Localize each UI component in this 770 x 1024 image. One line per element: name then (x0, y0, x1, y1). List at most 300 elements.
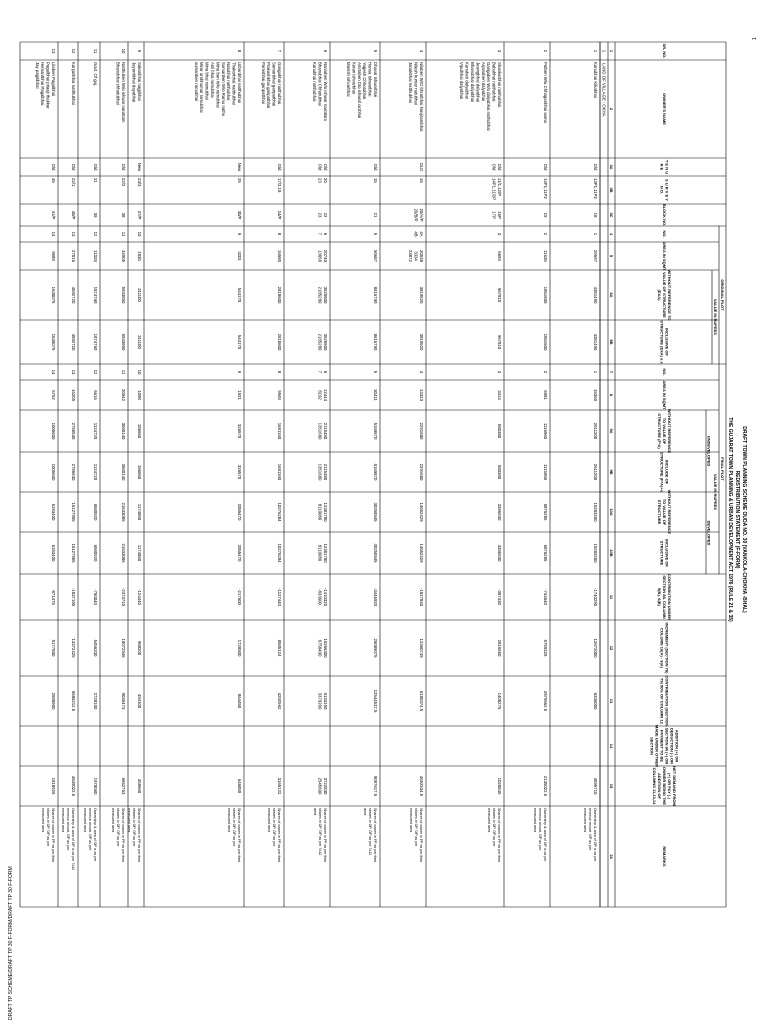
cell-increment: 18072946 (121, 638, 126, 658)
cell-ud_incl: 1691160 (277, 463, 282, 481)
cell-remarks: measured area (111, 808, 115, 833)
cell-tenure: Old (121, 163, 126, 171)
cell-contrib79: 2728100 (93, 692, 98, 710)
cell-op_area: 34905 (121, 250, 126, 262)
cell-contrib: -2373710 (121, 587, 126, 607)
cell-owner: Naniaben W/o ishwar narottam (323, 62, 328, 121)
column-header-sr: SR. NO. (662, 43, 667, 59)
cell-contrib79: 4292562 (277, 692, 282, 710)
cell-increment: 8585124 (277, 639, 282, 657)
cell-net: 3165122 (277, 777, 282, 795)
cell-ud_incl: 326570 (237, 464, 242, 480)
group-header-value-in-rupees-op: VALUE IN RUPEES (713, 299, 718, 335)
cell-owner: Urbanbhai natthubhai (237, 62, 242, 104)
cell-owner: Mirar ambhumar ramubhai (199, 62, 205, 113)
cell-ud_wo: 186660 (137, 423, 142, 439)
cell-owner: Mina bhai ramubhai (204, 62, 210, 100)
column-number-dv_incl: 10B (609, 549, 614, 557)
cell-dv_wo: 21633086 (121, 502, 126, 522)
cell-contrib79: 6686212.5 (71, 690, 76, 712)
cell-increment: 10266300 (323, 638, 328, 658)
cell-tenure: Old (277, 163, 282, 171)
cell-survey: 21 (93, 178, 98, 183)
cell-block: 30/P (237, 210, 242, 220)
cell-block: 20/B/P (413, 208, 419, 222)
cell-survey: 20 (323, 178, 328, 183)
column-header-net: OWNER BEING THE (662, 766, 667, 806)
cell-remarks: shares in OP. OP as per (492, 808, 496, 847)
cell-contrib79: 2588900 (51, 692, 56, 710)
cell-survey: 14P1,11/2P (491, 178, 497, 201)
cell-net: 2135022.5 (543, 775, 548, 797)
cell-op_wo: 8616790 (373, 286, 378, 304)
column-number-fp_no: 7 (609, 370, 614, 374)
cell-op_wo: 3819520 (419, 286, 424, 304)
cell-owner: Natubhai natthubhai (226, 62, 232, 101)
cell-owner: Pagalbhai pitaaji thakkar (45, 62, 51, 109)
group-header-value-in-rupees-fp: VALUE IN RUPEES (713, 474, 718, 510)
cell-survey: 45 (51, 178, 56, 183)
column-header-contrib79: CONTRIBUTION (SECTION (664, 675, 670, 727)
cell-remarks: revenue record. OP as per (588, 808, 592, 851)
cell-fp_area: 14323 (419, 389, 424, 401)
cell-dv_incl: 30258945 (373, 543, 378, 563)
cell-contrib: -1740290 (593, 587, 598, 607)
cell-remarks: measured area (41, 808, 45, 833)
cell-tenure: Old (51, 163, 56, 171)
cell-contrib: -124440 (137, 589, 142, 605)
column-header-tenure: T E N U (664, 159, 670, 175)
cell-remarks: Ownership & area of OP is as per (93, 808, 97, 862)
cell-contrib: -744640 (543, 589, 548, 605)
cell-fp_no: 1 (593, 370, 598, 374)
group-header-final-plot: FINAL PLOT (720, 457, 725, 481)
cell-block: 41/P (51, 210, 56, 220)
cell-remarks: revenue record. OP as per (66, 808, 70, 851)
cell-owner: Jesingbhai dalyabhai (475, 62, 481, 103)
cell-block: 18 (593, 212, 598, 218)
cell-fp_no: 8 (277, 370, 282, 374)
cell-tenure: Old (317, 163, 323, 171)
column-header-dv_incl: STRUCTURE (659, 540, 665, 566)
cell-survey: 11/1,12/P (497, 178, 502, 197)
cell-net: 1020845 (497, 777, 502, 795)
cell-contrib79: 6180374.5 (419, 690, 424, 712)
cell-dv_incl: 21633086 (121, 543, 126, 563)
cell-increment: 1728900 (237, 639, 242, 657)
column-number-survey: 3B (609, 187, 614, 193)
cell-owner: Jayantibhai dayabhai (131, 62, 137, 103)
cell-remarks: measured area (267, 808, 271, 833)
section-number: 1 (601, 49, 607, 53)
cell-tenure: New (137, 162, 142, 172)
cell-remarks: shares in OP. OP as per 7x12 (368, 808, 372, 856)
cell-op_incl: 2818600 (277, 333, 282, 351)
cell-ud_wo: 580380 (497, 423, 502, 439)
cell-net: 6662763 (121, 777, 126, 795)
cell-ud_wo: 2755530 (71, 422, 76, 440)
column-header-block: BLOCK NO. (662, 203, 667, 227)
cell-tenure: Old (71, 163, 76, 171)
cell-increment: 2816550 (497, 639, 502, 657)
column-number-block: 3C (609, 212, 614, 218)
column-header-survey: N O. (659, 185, 665, 195)
cell-survey: 13P1,11P2 (593, 178, 598, 199)
column-header-addition: SECTION 80 (+) OR (664, 727, 670, 765)
cell-owner: Sumanben W/o Ramu nathu (220, 62, 226, 117)
column-header-contrib: SECTION 88- COLUMN (662, 575, 667, 619)
cell-contrib: -1527840 (419, 587, 424, 607)
cell-fp_area: 3414 (497, 390, 502, 400)
cell-fp_no: 7 (317, 370, 323, 374)
cell-remarks: measured area (61, 808, 65, 833)
cell-op_area: 20538 (419, 250, 424, 262)
cell-increment: 5456200 (93, 639, 98, 657)
cell-owner: Kanubhai Kikabhai (593, 62, 598, 98)
cell-op_no: 3 (497, 232, 502, 236)
cell-ud_incl: 2611200 (593, 463, 598, 481)
cell-owner: Bhanubhai chhotubhai (115, 62, 121, 105)
column-header-net: (+) OR PAY (-) (667, 773, 672, 799)
cell-contrib: -387430 (497, 589, 502, 605)
cell-net: 646850 (237, 778, 242, 794)
cell-dv_incl: 15283200 (593, 543, 598, 563)
cell-op_no: 8 (277, 232, 282, 236)
cell-dv_incl: 14652429 (419, 543, 424, 563)
cell-op_incl: 967810 (497, 334, 502, 350)
cell-op_wo: 311100 (137, 288, 142, 302)
cell-sr: 2 (543, 49, 548, 53)
cell-fp_area: 5752 (51, 390, 56, 400)
cell-fp_area: 9948 (277, 390, 282, 400)
cell-op_wo: 5933850 (121, 286, 126, 304)
cell-dv_wo: 12381780 (323, 502, 328, 522)
cell-dv_wo: 10276284 (277, 502, 282, 522)
cell-net: 3722830 (323, 777, 328, 795)
cell-owner: Vipulbhai dalyabhai (459, 62, 465, 100)
column-header-fp_no: NO. (662, 368, 667, 376)
cell-owner: Sakaribhai nagjibhai (137, 62, 142, 101)
column-header-fp_area: AREA IN SQMT (662, 380, 667, 410)
column-header-ud_incl: INCLUDE OF (664, 459, 670, 485)
cell-contrib: -3446920 (373, 587, 378, 607)
cell-owner: Kanjanbhai natthubhai (71, 62, 76, 105)
cell-op_wo: 2818600 (277, 286, 282, 304)
column-header-dv_incl: INCLUSIVE OF (664, 538, 670, 568)
cell-owner: Govt. Of guj. (93, 62, 98, 87)
cell-owner: Gangabhai natthubhai (277, 62, 282, 105)
cell-block: 24/P (277, 210, 282, 220)
cell-fp_no: 14 (51, 369, 56, 375)
group-header-undeveloped: UNDEVELOPED (706, 435, 712, 467)
cell-op_area: 50687 (373, 250, 378, 262)
column-number-contrib: 11 (609, 594, 614, 600)
act-title: THE GUJARAT TOWN PLANNING & URBAN DEVELOPMENT ACT 1976 (RULE 21 & 35) (727, 417, 733, 622)
cell-sr: 10 (121, 48, 126, 54)
cell-op_wo: 3525800 (323, 286, 328, 304)
column-number-ud_wo: 9A (609, 428, 614, 434)
cell-contrib: -833600 (317, 589, 323, 605)
cell-contrib79: 6336000 (593, 692, 598, 710)
cell-owner: Kanubhai natthubhai (312, 62, 318, 102)
cell-owner: Jay pagalbhai (34, 62, 40, 89)
cell-sr: 8 (237, 49, 242, 53)
cell-survey: 14P1,11P2 (543, 178, 548, 199)
cell-contrib79: 3379200 (317, 692, 323, 710)
cell-ud_wo: 1005600 (51, 422, 56, 440)
cell-remarks: Shares of owner in FP as per their (121, 808, 125, 863)
column-number-op_no: 4 (609, 232, 614, 236)
column-header-dv_wo: STRUCTURE (657, 499, 662, 525)
cell-fp_area: 8192 (317, 390, 323, 400)
cell-op_area: 16580 (277, 250, 282, 262)
cell-op_wo: 4592720 (71, 286, 76, 304)
cell-fp_no: 6 (323, 370, 328, 374)
cell-sr: 5 (373, 49, 378, 53)
cell-dv_wo: 15283200 (593, 502, 598, 522)
column-header-increment: COLUMN 10(A) - 9(A) (659, 628, 665, 668)
cell-remarks: revenue record. OP as per (538, 808, 542, 851)
cell-fp_no: 12 (93, 369, 98, 375)
cell-owner: Arjanaben dalyabhai (480, 62, 486, 102)
cell-op_incl: 1874760 (93, 333, 98, 351)
cell-op_incl: 2185280 (317, 333, 323, 351)
column-header-contrib: CONTRIBUTION UNDER (667, 574, 672, 620)
column-header-net: NET DEMAND FROM (672, 766, 677, 806)
cell-remarks: Shares of owner in FP as per their (51, 808, 55, 863)
column-number-tenure: 3A (609, 164, 614, 170)
cell-increment: 12360749 (419, 638, 424, 658)
page-number: 1 (752, 37, 758, 40)
cell-owner: Somanbhai ganpatbhai (271, 62, 277, 107)
cell-tenure: Old (323, 163, 328, 171)
cell-survey: 23/3 (137, 178, 142, 187)
cell-op_area: 11635 (543, 250, 548, 262)
cell-dv_incl: 12381780 (323, 543, 328, 563)
cell-fp_no: 4 (419, 370, 424, 374)
cell-op_no: 7 (317, 232, 323, 236)
cell-tenure: OLD (419, 162, 424, 172)
cell-remarks: revenue record. OP as per (88, 808, 92, 851)
cell-op_no: 12 (93, 231, 98, 237)
cell-fp_area: 30411 (373, 389, 378, 401)
cell-contrib: -1837190 (71, 587, 76, 607)
cell-owner: Gangaben W/o dalyabhai nathubhai (486, 62, 492, 131)
cell-survey: 22/2 (121, 178, 126, 187)
cell-owner: Bhanubhai Chhotubhai (317, 62, 323, 106)
cell-survey: 15 (373, 178, 378, 183)
cell-op_incl: 4592720 (71, 333, 76, 351)
cell-remarks: Shares of owner in FP as per their (497, 808, 501, 863)
cell-op_incl: 3819520 (419, 333, 424, 351)
column-header-op_wo: (EXA) (657, 289, 662, 301)
cell-ud_incl: 1116960 (543, 463, 548, 481)
cell-dv_incl: 2055470 (237, 544, 242, 562)
cell-sr: 12 (71, 48, 76, 54)
cell-remarks: shares in OP. OP as per (132, 808, 136, 847)
cell-op_incl: 1630075 (51, 333, 56, 351)
cell-dv_wo: 14652429 (419, 502, 424, 522)
cell-contrib79: 12544537.5 (373, 689, 378, 713)
f-form-sheet (34, 42, 748, 997)
cell-remarks: measured area (127, 808, 131, 833)
cell-dv_wo: 8110080 (317, 503, 323, 521)
column-header-ud_wo: WITHOUT REFERENCE (667, 408, 672, 454)
cell-owner: Dhaval Ishwarbhai (373, 62, 378, 98)
cell-remarks: measured area (583, 808, 587, 833)
cell-op_no: 11 (121, 231, 126, 237)
cell-ud_wo: 1116960 (543, 422, 548, 440)
cell-block: 37/P (137, 210, 142, 220)
statement-title: REDISTRIBUTION STATEMENT (F-FORM) (734, 470, 740, 569)
cell-op_area: 13658 (317, 250, 323, 262)
cell-block: 40/P (71, 210, 76, 220)
cell-remarks: measured area (409, 808, 413, 833)
cell-owner: Nilesh kumar natubhai (413, 62, 419, 105)
cell-fp_area: 15360 (593, 389, 598, 401)
cell-fp_no: 2 (543, 370, 548, 374)
column-header-remarks: REMARKS (662, 846, 667, 867)
cell-owner: Hansa Ishwarbhai (367, 62, 373, 97)
cell-owner: Manish ishvarbhai (346, 62, 351, 97)
cell-contrib79: 494100 (137, 693, 142, 709)
cell-op_no: 13 (71, 231, 76, 237)
cell-net: 369660 (137, 778, 142, 794)
cell-net: 1818925 (51, 777, 56, 795)
cell-op_no: 14 (51, 231, 56, 237)
cell-op_no: 4A (419, 231, 424, 237)
cell-dv_wo: 30258945 (373, 502, 378, 522)
cell-owner: Thakorbhai natthubhai (231, 62, 237, 105)
cell-remarks: Shares of owner in FP as per their (277, 808, 281, 863)
column-header-addition: MADE UNDER OTHER (654, 724, 660, 768)
cell-contrib: -750040 (93, 589, 98, 605)
cell-remarks: measured area (533, 808, 537, 833)
cell-fp_no: 11 (121, 369, 126, 375)
cell-op_area: 25597 (593, 250, 598, 262)
column-number-addition: 14 (609, 743, 614, 749)
column-number-dv_wo: 10A (609, 508, 614, 516)
cell-sr: 9 (137, 49, 142, 53)
cell-owner: Ketan ishvarbhai (351, 62, 357, 95)
cell-sr: 1 (593, 49, 598, 53)
cell-owner: Kanuben dalyabhai (464, 62, 470, 99)
cell-contrib: -871475 (51, 589, 56, 605)
cell-net: 2545600 (317, 777, 323, 795)
cell-remarks: shares in OP. OP as per (414, 808, 418, 847)
cell-fp_area: 6981 (543, 390, 548, 400)
cell-fp_area: 1921 (237, 390, 242, 400)
cell-owner: Babubhai natthubhai (491, 62, 497, 102)
column-number-owner: 2 (609, 107, 614, 111)
cell-block: 17P (491, 211, 497, 219)
cell-ud_incl: 2755530 (71, 463, 76, 481)
column-header-ud_wo: TO VALUE OF (662, 417, 667, 445)
cell-ud_wo: 2115480 (323, 422, 328, 440)
cell-survey: 17/2,18 (277, 178, 282, 193)
column-header-ud_wo: STRUCTURE (F*A) (657, 413, 662, 449)
cell-owner: Patben W/o Chhaganbhai soma (543, 62, 548, 123)
column-number-op_area: 5 (609, 254, 614, 258)
column-header-dv_wo: TO VALUE OF (662, 498, 667, 526)
cell-ud_wo: 1124720 (93, 422, 98, 440)
cell-op_area: 9589 (51, 251, 56, 261)
cell-op_wo: 1861600 (543, 286, 548, 304)
cell-remarks: shares in OP. OP as per (116, 808, 120, 847)
cell-remarks: shares in OP. OP as per (46, 808, 50, 847)
cell-tenure: Old (593, 163, 598, 171)
cell-owner: Amrtaben D/o ishwarl ocrbhai (356, 62, 362, 119)
cell-dv_incl: 3396930 (497, 544, 502, 562)
cell-net: 1978060 (93, 777, 98, 795)
cell-block: 22 (323, 212, 328, 218)
cell-op_area: 5693 (497, 251, 502, 261)
cell-op_incl: 1861600 (543, 333, 548, 351)
cell-op_area: 27016 (71, 250, 76, 262)
cell-dv_incl: 10276284 (277, 543, 282, 563)
cell-block: 16P (497, 211, 502, 219)
cell-increment: 12672000 (593, 638, 598, 658)
cell-survey: 25 (237, 178, 242, 183)
cell-contrib: -1127440 (277, 588, 282, 606)
cell-tenure: Old (491, 163, 497, 171)
cell-block: 19 (543, 212, 548, 218)
cell-ud_incl: 3560140 (121, 463, 126, 481)
cell-ud_wo: 326570 (237, 423, 242, 439)
cell-remarks: shares in OP. OP as per (232, 808, 236, 847)
cell-remarks: shares in OP. OP as per 7x12 (318, 808, 322, 856)
cell-remarks: measured area (487, 808, 491, 833)
cell-ud_wo: 2291680 (419, 422, 424, 440)
column-header-ud_incl: STRUCTURE (F*A)+x (659, 452, 665, 492)
cell-contrib79: 9036473 (121, 692, 126, 710)
cell-sr: 4 (419, 49, 424, 53)
cell-owner: Shankarbhai natthubhai (497, 62, 502, 108)
cell-op_incl: 544170 (237, 334, 242, 350)
cell-block: 21 (373, 212, 378, 218)
cell-owner: Hemantbhai Pagalbhai (40, 62, 46, 106)
cell-op_area: 20740 (323, 250, 328, 262)
cell-op_incl: 8616790 (373, 333, 378, 351)
cell-op_incl: 4351490 (593, 333, 598, 351)
cell-op_no: 5 (373, 232, 378, 236)
cell-fp_area: 16209 (71, 389, 76, 401)
cell-remarks: area (363, 808, 367, 816)
cell-remarks: Shares of owner in FP as per their (237, 808, 241, 863)
cell-block: 20/A/P (419, 208, 424, 222)
cell-contrib79: 2879662.5 (543, 690, 548, 712)
cell-ud_incl: 1005600 (51, 463, 56, 481)
cell-fp_area: 12444 (323, 389, 328, 401)
group-header-original-plot: ORIGINAL PLOT (720, 279, 725, 311)
cell-sr: 7 (277, 49, 282, 53)
cell-dv_incl: 6183400 (51, 544, 56, 562)
cell-remarks: Shares of owner in FP as per their (373, 808, 377, 863)
cell-op_wo: 544170 (237, 287, 242, 303)
cell-increment: 25089075 (373, 638, 378, 658)
cell-dv_incl: 6876285 (543, 544, 548, 562)
column-number-sr: 1 (609, 49, 614, 53)
cell-contrib79: 864450 (237, 693, 242, 709)
group-header-developed: DEVELOPED (706, 520, 712, 546)
cell-op_area: 3334 (413, 251, 419, 261)
column-header-op_incl: STRUCTURE (EXA) a x (659, 320, 665, 364)
column-header-addition: SECTION (649, 737, 655, 755)
column-number-remarks: 16 (609, 854, 614, 859)
column-header-net: COLUMNS 11,13,14 (652, 767, 657, 805)
column-header-op_wo: WITHOUT REFERENCE TO (667, 269, 672, 321)
cell-ud_incl: 5169870 (373, 463, 378, 481)
